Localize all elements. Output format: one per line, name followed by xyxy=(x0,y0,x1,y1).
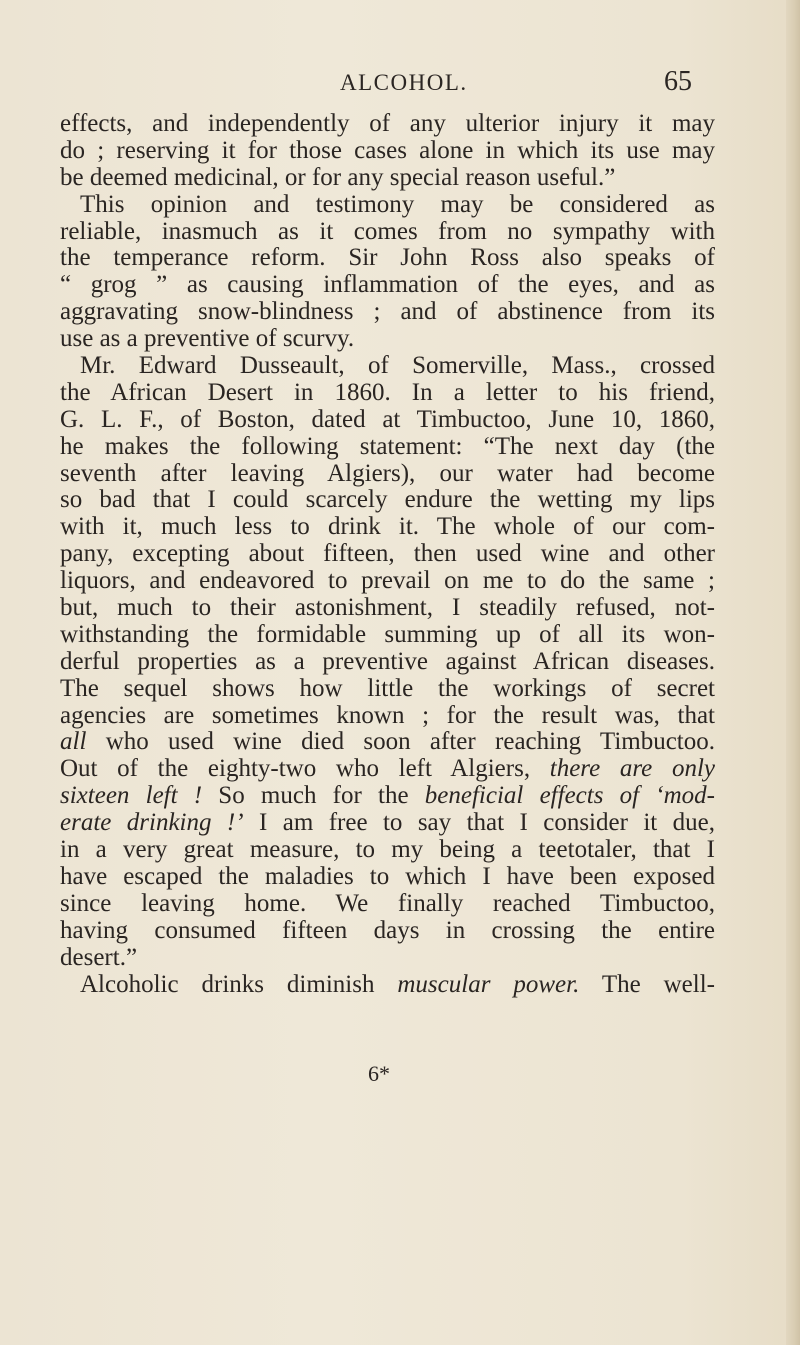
text-line: the African Desert in 1860. In a letter to his friend, xyxy=(60,378,715,406)
text-line: do ; reserving it for those cases alone in which its use may xyxy=(60,136,715,164)
italic-text: there are only xyxy=(549,755,715,783)
text-line: but, much to their astonishment, I steadily refused, not- xyxy=(60,594,715,622)
text-line: desert.” xyxy=(60,943,138,971)
text-run: Out of the eighty-two who left Algiers, xyxy=(60,755,550,783)
running-head: ALCOHOL. xyxy=(340,70,468,95)
italic-text: erate drinking !’ xyxy=(60,809,244,837)
text-line: use as a preventive of scurvy. xyxy=(60,325,355,353)
italic-text: all xyxy=(60,728,87,756)
text-line: so bad that I could scarcely endure the wetting my lips xyxy=(60,486,715,514)
text-run: So much for the xyxy=(202,782,425,810)
text-line xyxy=(60,810,715,837)
text-line: reliable, inasmuch as it comes from no sympathy with xyxy=(60,217,715,245)
text-line xyxy=(60,756,715,783)
italic-text: sixteen left ! xyxy=(60,782,203,810)
text-line xyxy=(60,729,715,756)
body-text xyxy=(60,111,715,998)
text-run: I am free to say that I consider it due, xyxy=(243,809,715,837)
text-line: This opinion and testimony may be considered as xyxy=(80,190,715,218)
italic-text: muscular power. xyxy=(397,970,580,998)
text-line: Mr. Edward Dusseault, of Somerville, Mass., crossed xyxy=(80,352,715,380)
text-line xyxy=(60,783,715,810)
text-line: agencies are sometimes known ; for the result was, that xyxy=(60,701,715,729)
text-line: liquors, and endeavored to prevail on me to do the same ; xyxy=(60,567,715,595)
text-line: have escaped the maladies to which I have been exposed xyxy=(60,862,715,890)
text-run: Alcoholic drinks diminish xyxy=(80,970,398,998)
text-line: derful properties as a preventive against African diseases. xyxy=(60,647,715,675)
text-line: pany, excepting about fifteen, then used wine and other xyxy=(60,540,715,568)
italic-text: beneficial effects of ‘mod- xyxy=(424,782,716,810)
text-line: effects, and independently of any ulterior injury it may xyxy=(60,110,715,137)
text-line xyxy=(60,972,715,999)
text-line: he makes the following statement: “The next day (the xyxy=(60,432,715,460)
signature-mark: 6* xyxy=(368,1061,390,1086)
page-edge xyxy=(786,0,800,1345)
text-line: “ grog ” as causing inflammation of the eyes, and as xyxy=(60,271,715,299)
text-line: in a very great measure, to my being a teetotaler, that I xyxy=(60,836,715,864)
text-line: the temperance reform. Sir John Ross also speaks of xyxy=(60,244,715,272)
page-number: 65 xyxy=(664,66,692,97)
text-line: seventh after leaving Algiers), our water had become xyxy=(60,459,715,487)
text-line: having consumed fifteen days in crossing the entire xyxy=(60,916,715,944)
text-run: The well- xyxy=(579,970,715,998)
text-run: who used wine died soon after reaching Timbuctoo. xyxy=(86,728,715,756)
text-line: since leaving home. We finally reached Timbuctoo, xyxy=(60,889,715,917)
text-line: with it, much less to drink it. The whole of our com- xyxy=(60,513,715,541)
text-line: aggravating snow-blindness ; and of abstinence from its xyxy=(60,298,715,326)
text-line: G. L. F., of Boston, dated at Timbuctoo, June 10, 1860, xyxy=(60,405,715,433)
page-header xyxy=(0,66,800,110)
text-line: withstanding the formidable summing up of all its won- xyxy=(60,620,715,648)
text-line: The sequel shows how little the workings of secret xyxy=(60,674,715,702)
text-line: be deemed medicinal, or for any special reason useful.” xyxy=(60,163,616,191)
